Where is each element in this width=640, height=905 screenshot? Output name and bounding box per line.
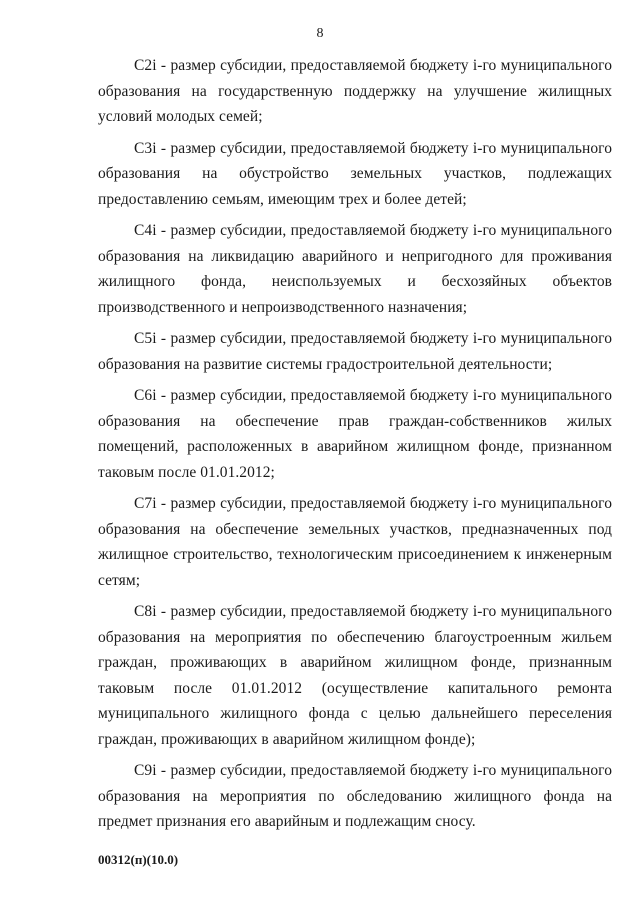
paragraph-c3i: C3i - размер субсидии, предоставляемой бюджету i-го муниципального образования на обустройство земельных участков, подлежащих предоставлению семьям, имеющим трех и более детей;: [98, 139, 612, 208]
paragraph-c6i: C6i - размер субсидии, предоставляемой бюджету i-го муниципального образования на обеспечение прав граждан-собственников жилых помещений, расположенных в аварийном жилищном фонде, признанном таковым после 01.01.2012;: [98, 387, 612, 481]
document-body: [98, 53, 612, 841]
paragraph-c8i: C8i - размер субсидии, предоставляемой бюджету i-го муниципального образования на мероприятия по обеспечению благоустроенным жильем граждан, проживающих в аварийном жилищном фонде, признанным таковым после 01.01.2012 (осуществление капитального ремонта муниципального жилищного фонда с целью дальнейшего переселения граждан, проживающих в аварийном жилищном фонде);: [98, 603, 612, 748]
page-number: 8: [316, 26, 324, 41]
paragraph-c7i: C7i - размер субсидии, предоставляемой бюджету i-го муниципального образования на обеспечение земельных участков, предназначенных под жилищное строительство, технологическим присоединением к инженерным сетям;: [98, 495, 612, 589]
document-code: 00312(п)(10.0): [98, 852, 179, 867]
paragraph-c5i: C5i - размер субсидии, предоставляемой бюджету i-го муниципального образования на развитие системы градостроительной деятельности;: [98, 330, 612, 373]
paragraph-c4i: C4i - размер субсидии, предоставляемой бюджету i-го муниципального образования на ликвидацию аварийного и непригодного для проживания жилищного фонда, неиспользуемых и бесхозяйных объектов производственного и непроизводственного назначения;: [98, 222, 612, 316]
paragraph-c2i: C2i - размер субсидии, предоставляемой бюджету i-го муниципального образования на государственную поддержку на улучшение жилищных условий молодых семей;: [98, 57, 612, 125]
paragraph-c9i: C9i - размер субсидии, предоставляемой бюджету i-го муниципального образования на мероприятия по обследованию жилищного фонда на предмет признания его аварийным и подлежащим сносу.: [98, 762, 612, 830]
